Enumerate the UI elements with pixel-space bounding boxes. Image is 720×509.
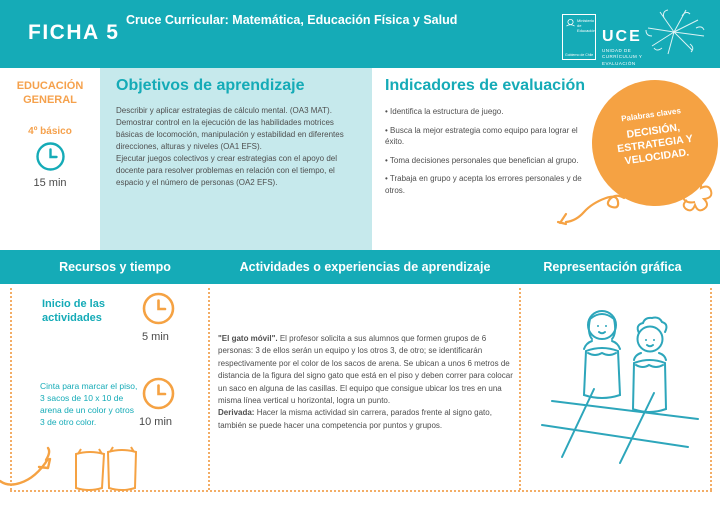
ministry-logo — [562, 14, 596, 60]
derived-activity-text: Hacer la misma actividad sin carrera, parados frente al signo gato, también se puede hacer una competencia por puntos y grupos. — [218, 408, 492, 430]
objectives-text — [116, 105, 362, 189]
col-header-resources: Recursos y tiempo — [59, 260, 171, 274]
indicator-item: • Toma decisiones personales que benefician al grupo. — [385, 155, 587, 167]
dashed-divider — [208, 288, 210, 490]
clock-icon — [141, 291, 176, 326]
header-bar — [0, 0, 720, 68]
grade-label: 4º básico — [28, 126, 72, 137]
ministry-name: Ministerio de Educación — [577, 18, 596, 33]
clock-icon — [141, 376, 176, 411]
uce-sub-line: EVALUACIÓN — [602, 60, 636, 66]
ficha-number: FICHA 5 — [28, 21, 120, 44]
col-header-activities: Actividades o experiencias de aprendizaje — [239, 260, 491, 274]
flower-doodle-icon — [672, 180, 718, 224]
activity-title: "El gato móvil". — [218, 334, 278, 343]
resource-time: 5 min — [142, 331, 169, 343]
section-header-bar — [0, 250, 720, 284]
squiggle-arrow-icon — [550, 192, 630, 234]
indicator-item: • Trabaja en grupo y acepta los errores personales y de otros. — [385, 173, 587, 196]
uce-sub-line: UNIDAD DE — [602, 48, 632, 53]
uce-acronym: UCE — [602, 28, 642, 45]
ministry-emblem-icon — [565, 18, 576, 29]
objective-paragraph: Demostrar control en la ejecución de las habilidades motrices básicas de locomoción, manipulación y estabilidad en diferentes direcciones, alturas y niveles (OA1 EFS). — [116, 118, 344, 151]
col-header-graphic: Representación gráfica — [543, 260, 682, 274]
objective-paragraph: Describir y aplicar estrategias de cálculo mental. (OA3 MAT). — [116, 106, 332, 115]
scribble-doodle-icon — [638, 2, 710, 64]
indicator-item: • Identifica la estructura de juego. — [385, 106, 587, 118]
ministry-footer: Gobierno de Chile — [565, 53, 594, 57]
children-tictactoe-illustration — [538, 293, 710, 473]
sandbags-doodle-icon — [70, 444, 144, 494]
resource-time: 10 min — [139, 416, 173, 428]
curved-arrow-doodle-icon — [0, 437, 62, 489]
activity-text: El profesor solicita a sus alumnos que formen grupos de 6 personas: 3 de ellos serán un equipo y los otros 3, de otro; se identificarán respectivamente por el color de los sacos de arena. Se ubican a unos 6 metros de distancia de la figura del signo gato que está en el piso y deben correr para colocar un saco en alguna de las casillas. El equipo que consigue ubicar los tres en una misma línea vertical u horizontal, logra un punto. — [218, 334, 513, 405]
derived-activity-label: Derivada: — [218, 408, 255, 418]
keywords-text: DECISIÓN, ESTRATEGIA Y VELOCIDAD. — [616, 121, 694, 168]
dashed-divider — [710, 288, 712, 490]
indicators-list — [385, 106, 587, 204]
program-label: EDUCACIÓN GENERAL — [16, 80, 84, 106]
objective-paragraph: Ejecutar juegos colectivos y crear estrategias con el apoyo del docente para resolver problemas en relación con el tiempo, el espacio y el número de personas (OA2 EFS). — [116, 154, 338, 187]
resource-item-text: Cinta para marcar el piso, 3 sacos de 10 x 10 de arena de un color y otros 3 de otro color. — [40, 381, 138, 427]
resource-item-text: Inicio de las actividades — [42, 298, 105, 325]
page-title: Cruce Curricular: Matemática, Educación Física y Salud — [126, 13, 458, 27]
uce-logo — [602, 28, 642, 67]
objectives-heading: Objetivos de aprendizaje — [116, 77, 305, 94]
uce-sub-line: CURRÍCULUM Y — [602, 54, 643, 60]
clock-icon — [35, 141, 66, 172]
dashed-divider — [519, 288, 521, 490]
keywords-label: Palabras claves — [620, 106, 682, 124]
duration-label: 15 min — [33, 177, 67, 189]
indicator-item: • Busca la mejor estrategia como equipo para lograr el éxito. — [385, 125, 587, 148]
indicators-heading: Indicadores de evaluación — [385, 77, 586, 94]
activity-description — [218, 333, 514, 432]
objectives-panel — [100, 68, 372, 250]
